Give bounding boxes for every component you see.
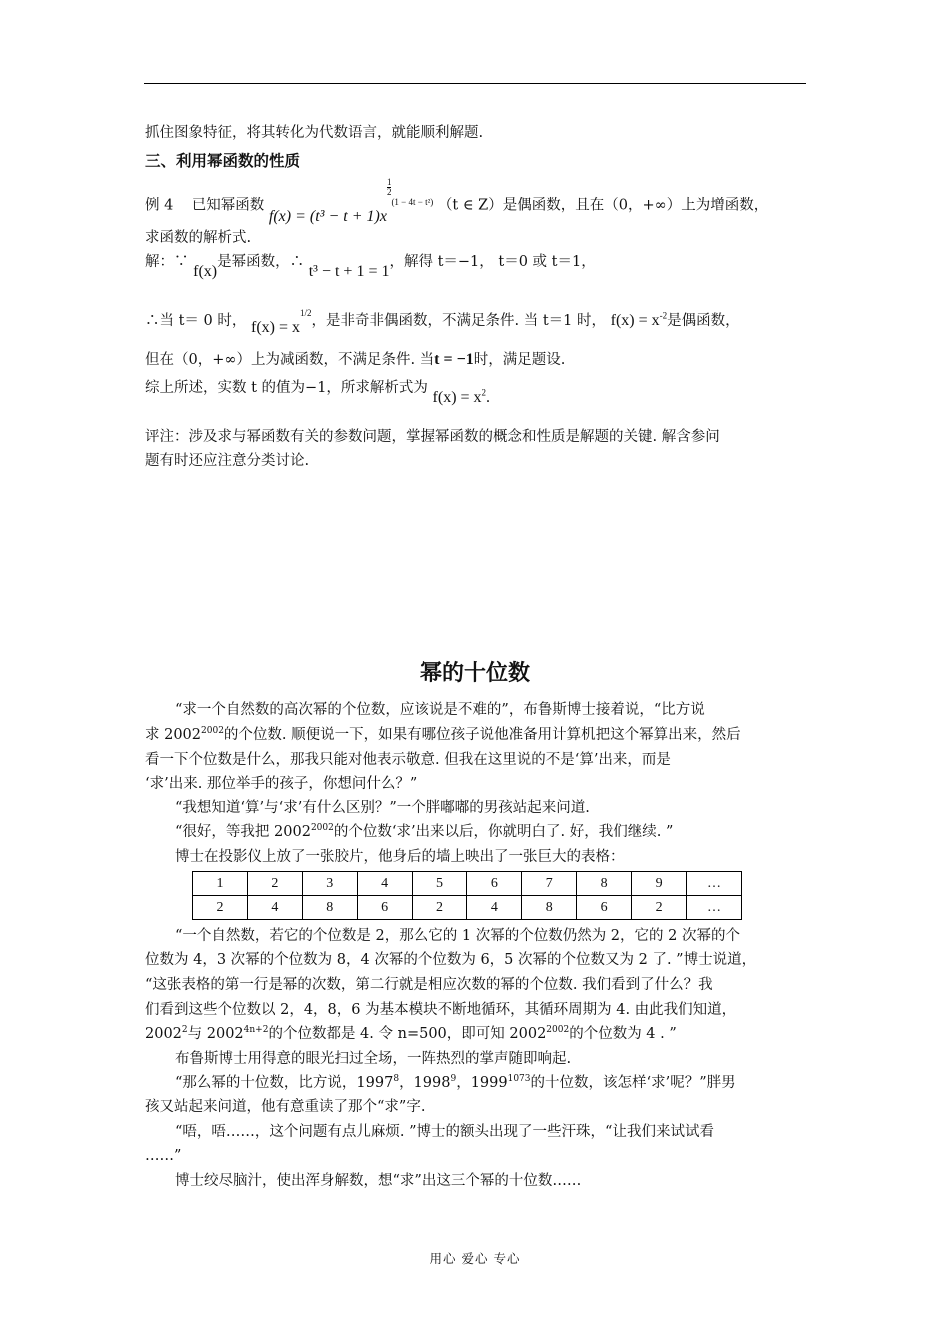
story-text: 的个位数‘求’出来以后，你就明白了. 好，我们继续. ” [333,824,674,840]
fraction-numerator: 1 [386,177,392,187]
table-cell: 7 [522,872,577,896]
powers-table [192,871,742,920]
table-cell: 4 [357,872,412,896]
comment-line-2: 题有时还应注意分类讨论. [145,453,310,469]
exponent: 1073 [507,1074,531,1085]
condition-text: （t ∈ Z） [437,197,503,214]
final-period: . [486,389,491,406]
story-text: 的十位数，该怎样‘求’呢？”胖男 [530,1075,736,1091]
conclusion-text: 综上所述，实数 t 的值为−1，所求解析式为 [145,380,428,396]
formula-exponent: (1 − 4t − t²) [391,197,434,207]
table-cell: … [687,872,742,896]
story-p8-l1: “唔，唔……，这个问题有点儿麻烦. ”博士的额头出现了一些汗珠，“让我们来试试看 [175,1124,714,1140]
story-text: 与 2002 [187,1026,244,1042]
story-p5-l2: 位数为 4，3 次幂的个位数为 8，4 次幂的个位数为 6，5 次幂的个位数又为 2 了. ”博士说道， [145,952,757,968]
even-function-text: 是偶函数， [667,313,740,329]
formula-x-neg2 [611,312,668,329]
final-exponent: 2 [481,387,487,398]
table-cell: 4 [247,896,302,920]
year-exponent: 2002 [310,823,334,834]
formula-x-half [251,307,312,336]
table-cell: 2 [632,896,687,920]
exponent: 8 [393,1074,400,1085]
satisfies-text: 时，满足题设. [473,352,566,368]
table-cell: 8 [302,896,357,920]
solution-prefix: 解：∵ [145,254,189,270]
example-4-line-2: 求函数的解析式. [145,230,252,246]
table-cell: 5 [412,872,467,896]
story-p1-l4: ‘求’出来. 那位举手的孩子，你想问什么？” [145,776,418,792]
example-text-b: 是偶函数，且在（0，+∞）上为增函数， [502,197,769,214]
story-text: ，1998 [399,1075,451,1091]
story-text: 2002 [145,1026,182,1042]
story-p2: “我想知道‘算’与‘求’有什么区别？”一个胖嘟嘟的男孩站起来问道. [175,800,590,816]
formula-base-2: f(x) = x [610,312,660,329]
table-row [193,872,742,896]
solution-line-2 [145,307,740,336]
example-label: 例 4 [145,197,174,214]
solution-line-4 [145,378,491,406]
story-p7-l1 [175,1073,736,1093]
exponent: 2002 [546,1025,570,1036]
table-cell: 6 [467,872,522,896]
year-text: 求 2002 [145,727,202,743]
story-text: ，1999 [456,1075,508,1091]
exponent-fraction [387,178,392,197]
solution-line-1 [145,252,596,280]
story-text: “那么幂的十位数，比方说，1997 [175,1075,394,1091]
exponent-neg2: -2 [659,310,668,321]
t-value: t = −1 [434,351,474,368]
section-heading: 三、利用幂函数的性质 [145,152,301,170]
table-cell: 8 [577,872,632,896]
table-cell: 2 [247,872,302,896]
final-formula [433,389,491,406]
page-footer: 用心 爱心 专心 [429,1251,521,1266]
story-p1-l1: “求一个自然数的高次幂的个位数，应该说是不难的”，布鲁斯博士接着说，“比方说 [175,702,705,718]
exponent: 9 [450,1074,457,1085]
table-row [193,896,742,920]
table-cell: 3 [302,872,357,896]
solution-text: 是幂函数，∴ [217,254,305,270]
story-p9: 博士绞尽脑汁，使出浑身解数，想“求”出这三个幂的十位数…… [175,1173,582,1189]
exponent: 2 [181,1025,188,1036]
case-t0-result: ，是非奇非偶函数，不满足条件. 当 t＝1 时， [311,313,607,329]
header-rule [144,83,806,84]
formula-base: f(x) = x [251,319,301,336]
story-text: 的个位数为 4 . ” [569,1026,677,1042]
table-cell: 8 [522,896,577,920]
story-p5-l1: “一个自然数，若它的个位数是 2，那么它的 1 次幂的个位数仍然为 2，它的 2 次幂的个 [175,928,740,944]
story-p4: 博士在投影仪上放了一张胶片，他身后的墙上映出了一张巨大的表格： [175,849,625,865]
story-title: 幂的十位数 [419,661,530,686]
solution-result: ，解得 t＝−1， t＝0 或 t＝1， [389,254,596,270]
story-p3 [175,822,673,842]
table-cell: 2 [412,896,467,920]
fraction-denominator: 2 [386,187,392,197]
table-cell: 4 [467,896,522,920]
story-p5-l3: “这张表格的第一行是幂的次数，第二行就是相应次数的幂的个位数. 我们看到了什么？我 [145,977,713,993]
final-formula-base: f(x) = x [432,389,482,406]
example-text: 已知幂函数 [191,197,265,214]
comment-line-1: 评注：涉及求与幂函数有关的参数问题，掌握幂函数的概念和性质是解题的关键. 解含参问 [145,429,720,445]
story-p5-l5 [145,1024,677,1044]
story-text: 的个位数都是 4. 令 n=500，即可知 2002 [268,1026,547,1042]
story-p7-l2: 孩又站起来问道，他有意重读了那个“求”字. [145,1099,426,1115]
intro-tail: 抓住图象特征，将其转化为代数语言，就能顺利解题. [145,125,484,141]
decreasing-text: 但在（0，+∞）上为减函数，不满足条件. 当 [145,352,435,368]
exponent: 4n+2 [243,1025,269,1036]
example-4-line [145,177,769,226]
story-p1-l2 [145,725,741,745]
power-function-formula [268,177,434,226]
solution-line-3 [145,350,565,370]
fx-symbol: f(x) [193,263,218,280]
table-cell: 2 [193,896,248,920]
table-cell: 1 [193,872,248,896]
table-cell: 6 [357,896,412,920]
story-text: 的个位数. 顺便说一下，如果有哪位孩子说他准备用计算机把这个幂算出来，然后 [223,727,741,743]
table-cell: … [687,896,742,920]
case-t0: ∴当 t＝ 0 时， [145,313,247,329]
story-p6: 布鲁斯博士用得意的眼光扫过全场，一阵热烈的掌声随即响起. [175,1051,572,1067]
exponent-half: 1/2 [300,307,312,318]
story-p8-l2: ……” [145,1148,182,1164]
equation: t³ − t + 1 = 1 [308,263,390,280]
table-cell: 9 [632,872,687,896]
formula-text: f(x) = (t³ − t + 1)x [268,208,387,226]
story-p5-l4: 们看到这些个位数以 2，4，8，6 为基本模块不断地循环，其循环周期为 4. 由此我们知道， [145,1002,737,1018]
table-cell: 6 [577,896,632,920]
story-text: “很好，等我把 2002 [175,824,311,840]
story-p1-l3: 看一下个位数是什么，那我只能对他表示敬意. 但我在这里说的不是‘算’出来，而是 [145,752,671,768]
year-exponent: 2002 [201,726,224,737]
